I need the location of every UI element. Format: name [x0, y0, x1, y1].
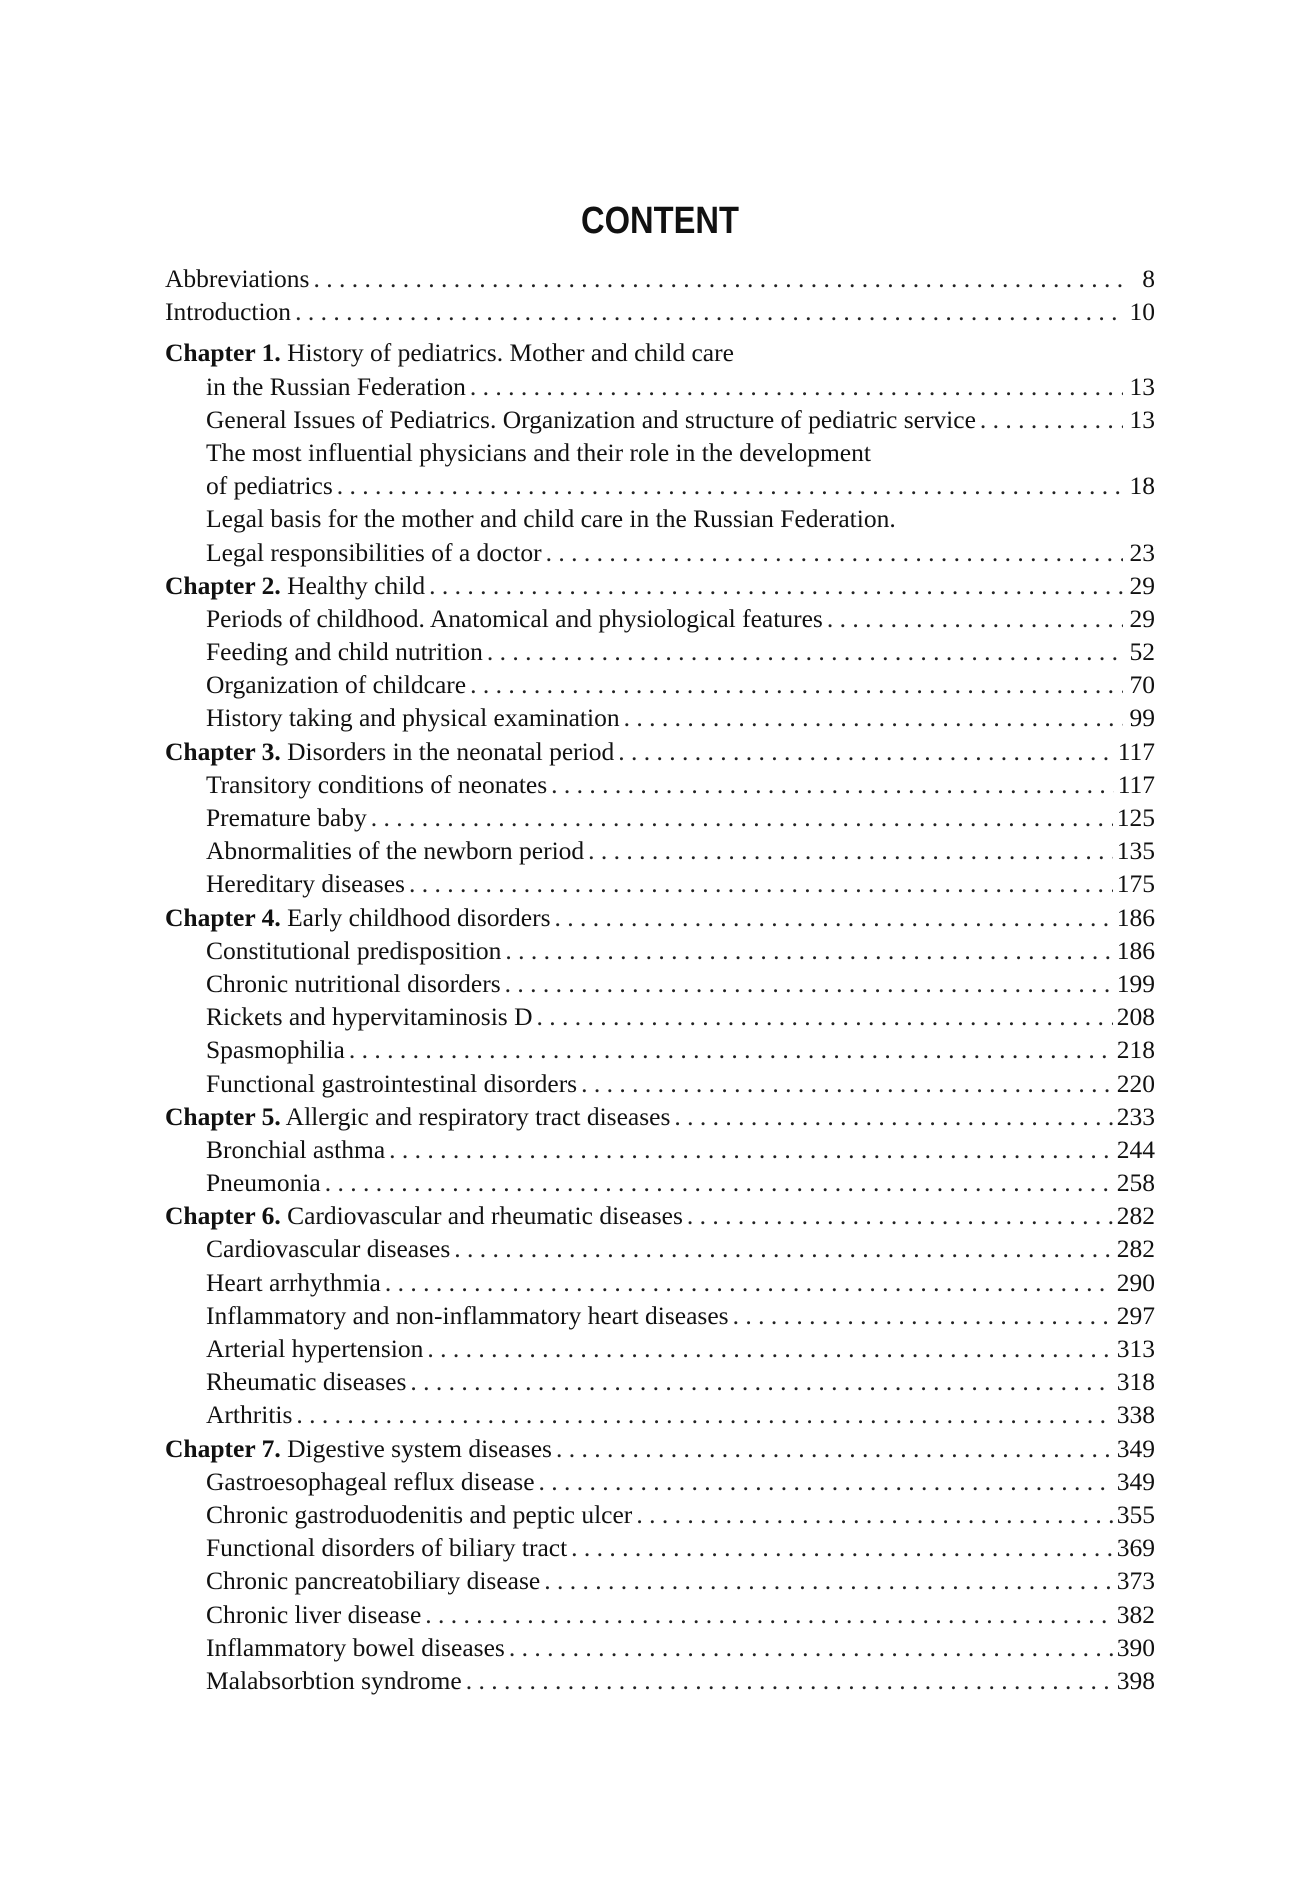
page-number: 117	[1117, 769, 1155, 799]
entry-title: Inflammatory and non-inflammatory heart diseases	[206, 1300, 729, 1330]
toc-entry-label	[206, 1133, 385, 1166]
page-number: 398	[1116, 1665, 1155, 1695]
toc-entry	[165, 1531, 1155, 1564]
toc-entry-label	[165, 1100, 670, 1133]
entry-title: Abnormalities of the newborn period	[206, 836, 585, 866]
page-number: 373	[1116, 1566, 1155, 1596]
entry-title: Functional disorders of biliary tract	[206, 1533, 568, 1563]
entry-title: of pediatrics	[206, 471, 333, 501]
toc-entry	[165, 502, 1155, 535]
toc-entry	[165, 1299, 1155, 1332]
page-number: 297	[1116, 1300, 1155, 1330]
toc-entry-label	[206, 1365, 406, 1398]
entry-title: Pneumonia	[206, 1168, 321, 1198]
page-title: CONTENT	[581, 200, 739, 242]
page-number: 70	[1129, 670, 1155, 700]
entry-title: Rheumatic diseases	[206, 1367, 407, 1397]
dot-leader	[454, 1232, 1112, 1265]
page-number: 349	[1116, 1433, 1155, 1463]
dot-leader	[687, 1199, 1113, 1232]
page-number: 135	[1116, 836, 1155, 866]
entry-title: Chronic nutritional disorders	[206, 968, 501, 998]
page-number: 175	[1116, 869, 1155, 899]
toc-entry-label	[206, 403, 976, 436]
toc-entry-label	[206, 967, 501, 1000]
dot-leader	[556, 1432, 1113, 1465]
toc-entry	[165, 536, 1155, 569]
toc-entry	[165, 403, 1155, 436]
page-number: 117	[1117, 736, 1155, 766]
chapter-number: Chapter 3.	[165, 736, 281, 766]
toc-entry	[165, 834, 1155, 867]
page-number: 186	[1116, 902, 1155, 932]
toc-entry-label	[206, 934, 501, 967]
entry-title: Functional gastrointestinal disorders	[206, 1068, 578, 1098]
toc-entry-label	[206, 1631, 505, 1664]
page-number: 355	[1116, 1499, 1155, 1529]
page-number: 99	[1129, 703, 1155, 733]
page-number: 244	[1116, 1134, 1155, 1164]
dot-leader	[827, 602, 1123, 635]
dot-leader	[733, 1299, 1113, 1332]
toc-entry-label	[206, 1166, 321, 1199]
toc-entry	[165, 1067, 1155, 1100]
entry-title: Bronchial asthma	[206, 1134, 386, 1164]
entry-title: Abbreviations	[165, 264, 310, 293]
toc-entry-label	[206, 768, 547, 801]
toc-entry-label	[206, 701, 620, 734]
entry-title: Constitutional predisposition	[206, 935, 502, 965]
page-number: 8	[1142, 264, 1155, 293]
page-number: 282	[1116, 1201, 1155, 1231]
toc-entry-label	[165, 1432, 552, 1465]
page-number: 382	[1116, 1599, 1155, 1629]
dot-leader	[551, 768, 1114, 801]
dot-leader	[371, 801, 1113, 834]
dot-leader	[466, 1664, 1113, 1697]
entry-title: Arthritis	[206, 1400, 293, 1430]
entry-title: Legal responsibilities of a doctor	[206, 537, 542, 567]
toc-entry-label	[206, 1398, 292, 1431]
entry-title: Hereditary diseases	[206, 869, 405, 899]
page-number: 29	[1129, 603, 1155, 633]
toc-entry-label	[206, 602, 823, 635]
toc-entry-label	[206, 1332, 423, 1365]
toc-entry	[165, 934, 1155, 967]
page-number: 349	[1116, 1466, 1155, 1496]
page-number: 18	[1129, 471, 1155, 501]
toc-entry	[165, 1498, 1155, 1531]
page-number: 199	[1116, 968, 1155, 998]
entry-title: Feeding and child nutrition	[206, 637, 483, 667]
chapter-number: Chapter 4.	[165, 902, 281, 932]
toc-entry-label	[206, 867, 405, 900]
entry-title: Heart arrhythmia	[206, 1267, 381, 1297]
toc-entry-label	[165, 735, 614, 768]
entry-title: Early childhood disorders	[287, 902, 551, 932]
dot-leader	[410, 1365, 1112, 1398]
toc-entry	[165, 1266, 1155, 1299]
entry-title: Legal basis for the mother and child care in the Russian Federation.	[206, 504, 896, 534]
toc-entry-label	[206, 436, 871, 469]
toc-entry-label	[165, 1199, 683, 1232]
dot-leader	[555, 901, 1113, 934]
toc-chapter-entry	[165, 1100, 1155, 1133]
toc-entry-label	[206, 1465, 535, 1498]
dot-leader	[581, 1067, 1113, 1100]
dot-leader	[313, 262, 1123, 295]
dot-leader	[296, 1398, 1112, 1431]
page-number: 13	[1129, 371, 1155, 401]
dot-leader	[636, 1498, 1112, 1531]
page-number: 13	[1129, 404, 1155, 434]
toc-entry-label	[206, 1299, 729, 1332]
toc-chapter-entry	[165, 336, 1155, 369]
entry-title: Chronic pancreatobiliary disease	[206, 1566, 541, 1596]
toc-entry	[165, 1398, 1155, 1431]
dot-leader	[588, 834, 1113, 867]
toc-entry-label	[165, 336, 734, 369]
page-number: 125	[1116, 803, 1155, 832]
dot-leader	[624, 701, 1123, 734]
dot-leader	[980, 403, 1123, 436]
toc-chapter-entry	[165, 901, 1155, 934]
toc-entry-label	[165, 569, 425, 602]
dot-leader	[349, 1033, 1113, 1066]
toc-entry-label	[206, 668, 466, 701]
dot-leader	[546, 536, 1123, 569]
page-number: 29	[1129, 570, 1155, 600]
dot-leader	[409, 867, 1113, 900]
toc-entry	[165, 1564, 1155, 1597]
chapter-number: Chapter 6.	[165, 1201, 281, 1231]
page-number: 282	[1116, 1234, 1155, 1264]
dot-leader	[325, 1166, 1113, 1199]
dot-leader	[618, 735, 1113, 768]
toc-entry-label	[206, 1498, 632, 1531]
entry-title: Organization of childcare	[206, 670, 467, 700]
toc-chapter-entry	[165, 1432, 1155, 1465]
toc-entry	[165, 801, 1155, 834]
page-number: 338	[1116, 1400, 1155, 1430]
chapter-number: Chapter 5.	[165, 1101, 281, 1131]
entry-title: Healthy child	[287, 570, 426, 600]
toc-entry-label	[206, 536, 542, 569]
dot-leader	[389, 1133, 1113, 1166]
toc-entry-label	[165, 901, 551, 934]
toc-entry	[165, 1365, 1155, 1398]
toc-entry-label	[206, 801, 367, 834]
toc-entry	[165, 1000, 1155, 1033]
toc-chapter-entry	[165, 1199, 1155, 1232]
page-number: 10	[1129, 297, 1155, 327]
entry-title: Arterial hypertension	[206, 1334, 424, 1363]
dot-leader	[487, 635, 1123, 668]
entry-title: Digestive system diseases	[287, 1433, 552, 1463]
toc-entry	[165, 295, 1155, 328]
toc-entry-label	[206, 1067, 577, 1100]
toc-entry-label	[206, 1531, 567, 1564]
toc-entry-label	[206, 502, 896, 535]
dot-leader	[470, 370, 1123, 403]
toc-entry-label	[206, 1000, 533, 1033]
toc-entry-label	[206, 1664, 462, 1697]
entry-title: Cardiovascular and rheumatic diseases	[287, 1201, 683, 1231]
toc-entry-label	[206, 469, 333, 502]
dot-leader	[571, 1531, 1113, 1564]
entry-title: The most influential physicians and their role in the development	[206, 437, 871, 467]
entry-title: Premature baby	[206, 803, 367, 832]
dot-leader	[537, 1000, 1113, 1033]
toc-entry	[165, 867, 1155, 900]
dot-leader	[385, 1266, 1113, 1299]
dot-leader	[505, 934, 1112, 967]
dot-leader	[505, 967, 1113, 1000]
entry-title: Chronic liver disease	[206, 1599, 422, 1629]
toc-entry-label	[206, 1598, 421, 1631]
page-number: 290	[1116, 1267, 1155, 1297]
entry-title: Inflammatory bowel diseases	[206, 1632, 505, 1662]
page-number: 220	[1116, 1068, 1155, 1098]
toc-entry-label	[165, 262, 309, 295]
toc-entry	[165, 1598, 1155, 1631]
dot-leader	[337, 469, 1123, 502]
entry-title: Chronic gastroduodenitis and peptic ulcer	[206, 1499, 633, 1529]
dot-leader	[425, 1598, 1112, 1631]
toc-entry-label	[206, 1564, 540, 1597]
toc-entry-label	[206, 1266, 381, 1299]
toc-entry-label	[206, 370, 466, 403]
toc-entry	[165, 768, 1155, 801]
page-number: 233	[1116, 1101, 1155, 1131]
entry-title: Spasmophilia	[206, 1035, 345, 1065]
page-number: 52	[1129, 637, 1155, 667]
dot-leader	[427, 1332, 1112, 1365]
page-number: 318	[1116, 1367, 1155, 1397]
dot-leader	[544, 1564, 1113, 1597]
toc-entry	[165, 1133, 1155, 1166]
entry-title: Malabsorbtion syndrome	[206, 1665, 462, 1695]
entry-title: History of pediatrics. Mother and child care	[287, 338, 734, 368]
toc-entry	[165, 1166, 1155, 1199]
entry-title: Introduction	[165, 297, 292, 327]
dot-leader	[674, 1100, 1112, 1133]
entry-title: Transitory conditions of neonates	[206, 769, 548, 799]
entry-title: Gastroesophageal reflux disease	[206, 1466, 535, 1496]
entry-title: Cardiovascular diseases	[206, 1234, 451, 1264]
dot-leader	[509, 1631, 1113, 1664]
entry-title: Periods of childhood. Anatomical and physiological features	[206, 603, 823, 633]
dot-leader	[429, 569, 1123, 602]
toc-entry	[165, 1631, 1155, 1664]
chapter-number: Chapter 1.	[165, 338, 281, 368]
dot-leader	[470, 668, 1123, 701]
chapter-number: Chapter 2.	[165, 570, 281, 600]
entry-title: History taking and physical examination	[206, 703, 620, 733]
toc-entry	[165, 701, 1155, 734]
toc-entry	[165, 436, 1155, 469]
toc-entry	[165, 469, 1155, 502]
toc-entry	[165, 370, 1155, 403]
page-number: 313	[1116, 1334, 1155, 1363]
page-number: 208	[1116, 1002, 1155, 1032]
toc-chapter-entry	[165, 735, 1155, 768]
dot-leader	[539, 1465, 1113, 1498]
entry-title: Allergic and respiratory tract diseases	[285, 1101, 671, 1131]
toc-chapter-entry	[165, 569, 1155, 602]
toc-entry	[165, 262, 1155, 295]
toc-entry	[165, 1664, 1155, 1697]
toc-entry-label	[206, 1033, 345, 1066]
toc-entry	[165, 602, 1155, 635]
page-number: 390	[1116, 1632, 1155, 1662]
dot-leader	[295, 295, 1123, 328]
page-number: 258	[1116, 1168, 1155, 1198]
toc-entry	[165, 1332, 1155, 1365]
page-number: 218	[1116, 1035, 1155, 1065]
toc-entry-label	[165, 295, 291, 328]
toc-entry	[165, 635, 1155, 668]
toc-entry-label	[206, 635, 483, 668]
page-number: 23	[1129, 537, 1155, 567]
entry-title: General Issues of Pediatrics. Organization and structure of pediatric service	[206, 404, 976, 434]
entry-title: Rickets and hypervitaminosis D	[206, 1002, 533, 1032]
table-of-contents	[165, 262, 1155, 1697]
toc-entry	[165, 1232, 1155, 1265]
toc-entry	[165, 967, 1155, 1000]
toc-entry-label	[206, 834, 584, 867]
toc-entry	[165, 1033, 1155, 1066]
chapter-number: Chapter 7.	[165, 1433, 281, 1463]
entry-title: in the Russian Federation	[206, 371, 466, 401]
entry-title: Disorders in the neonatal period	[287, 736, 615, 766]
toc-entry-label	[206, 1232, 450, 1265]
page-number: 369	[1116, 1533, 1155, 1563]
toc-entry	[165, 668, 1155, 701]
page-number: 186	[1116, 935, 1155, 965]
toc-entry	[165, 1465, 1155, 1498]
